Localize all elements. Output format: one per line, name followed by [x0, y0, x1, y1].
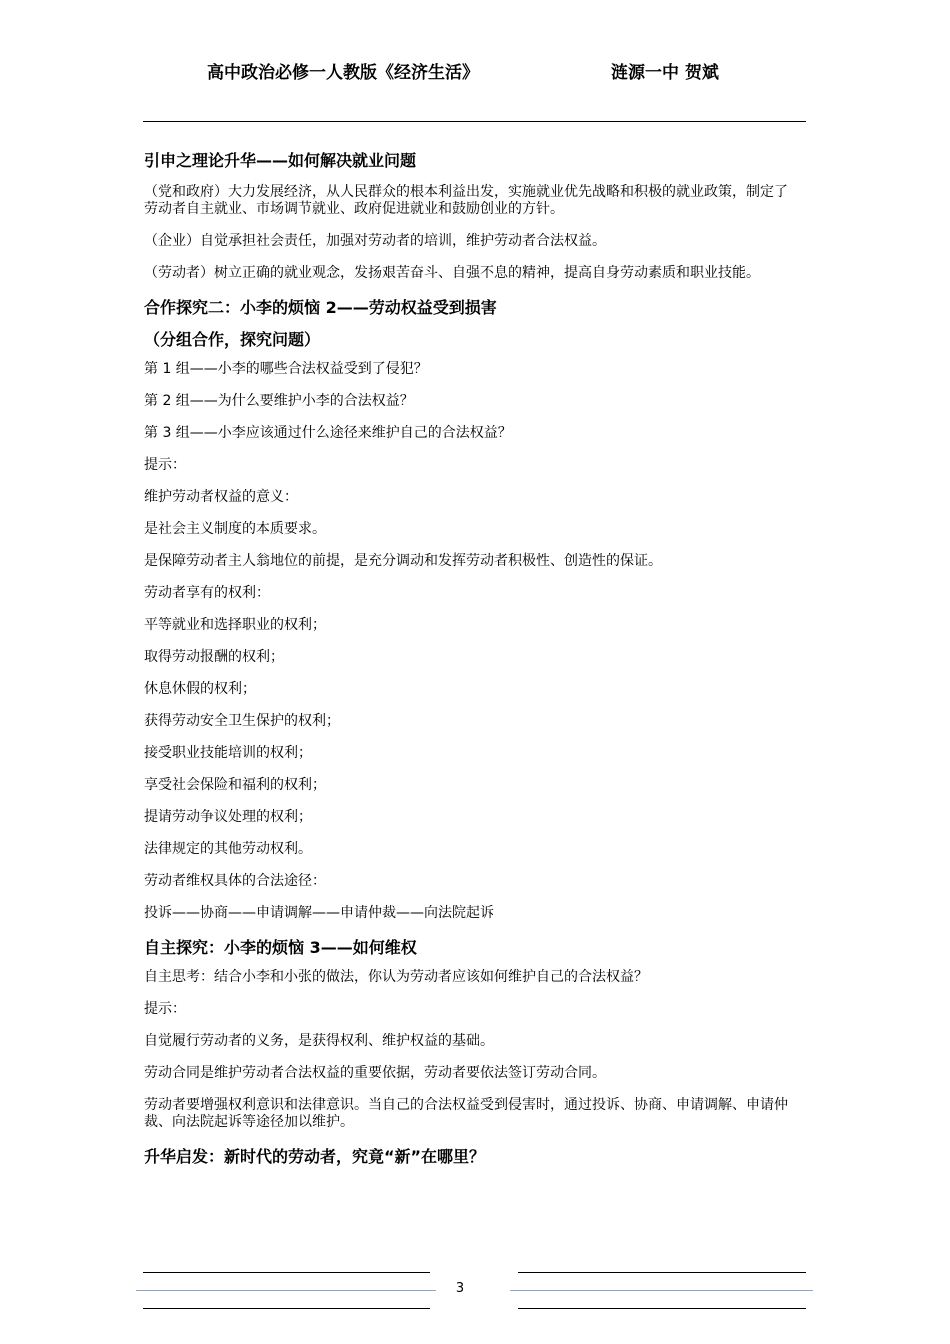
paragraph: 提示：: [144, 457, 186, 473]
document-title: 高中政治必修一人教版《经济生活》: [207, 63, 479, 83]
paragraph: 劳动合同是维护劳动者合法权益的重要依据，劳动者要依法签订劳动合同。: [144, 1065, 606, 1081]
paragraph: 劳动者维权具体的合法途径：: [144, 873, 326, 889]
paragraph: 劳动者享有的权利：: [144, 585, 270, 601]
paragraph: 劳动者要增强权利意识和法律意识。当自己的合法权益受到侵害时，通过投诉、协商、申请调解、申请仲裁、向法院起诉等途径加以维护。: [144, 1097, 788, 1130]
paragraph: 第 1 组——小李的哪些合法权益受到了侵犯？: [144, 361, 428, 377]
page-footer: [0, 1268, 950, 1318]
section-subheading: （分组合作，探究问题）: [144, 330, 321, 349]
section-heading: 引申之理论升华——如何解决就业问题: [144, 151, 417, 170]
footer-rule: [510, 1290, 813, 1291]
document-body: [144, 150, 800, 1178]
paragraph: 提请劳动争议处理的权利；: [144, 809, 312, 825]
paragraph: 是社会主义制度的本质要求。: [144, 521, 326, 537]
page-header: [0, 58, 950, 86]
paragraph: 是保障劳动者主人翁地位的前提，是充分调动和发挥劳动者积极性、创造性的保证。: [144, 553, 662, 569]
paragraph: （党和政府）大力发展经济，从人民群众的根本利益出发，实施就业优先战略和积极的就业政策，制定了劳动者自主就业、市场调节就业、政府促进就业和鼓励创业的方针。: [144, 184, 788, 217]
section-heading: 合作探究二：小李的烦恼 2——劳动权益受到损害: [144, 298, 497, 317]
paragraph: 提示：: [144, 1001, 186, 1017]
footer-rule: [518, 1272, 806, 1273]
paragraph: 第 2 组——为什么要维护小李的合法权益？: [144, 393, 414, 409]
paragraph: 自主思考：结合小李和小张的做法，你认为劳动者应该如何维护自己的合法权益？: [144, 969, 648, 985]
footer-rule: [143, 1308, 430, 1309]
paragraph: 第 3 组——小李应该通过什么途径来维护自己的合法权益？: [144, 425, 512, 441]
paragraph: 获得劳动安全卫生保护的权利；: [144, 713, 340, 729]
paragraph: 平等就业和选择职业的权利；: [144, 617, 326, 633]
paragraph: 维护劳动者权益的意义：: [144, 489, 298, 505]
section-heading: 自主探究：小李的烦恼 3——如何维权: [144, 938, 417, 957]
footer-rule: [518, 1308, 806, 1309]
paragraph: 法律规定的其他劳动权利。: [144, 841, 312, 857]
header-divider: [143, 121, 806, 122]
paragraph: （企业）自觉承担社会责任，加强对劳动者的培训，维护劳动者合法权益。: [144, 233, 606, 249]
page-number: 3: [455, 1281, 465, 1296]
section-heading: 升华启发：新时代的劳动者，究竟“新”在哪里？: [144, 1147, 486, 1166]
paragraph: 取得劳动报酬的权利；: [144, 649, 284, 665]
document-author: 涟源一中 贺斌: [611, 63, 719, 83]
paragraph: （劳动者）树立正确的就业观念，发扬艰苦奋斗、自强不息的精神，提高自身劳动素质和职业技能。: [144, 265, 760, 281]
paragraph: 享受社会保险和福利的权利；: [144, 777, 326, 793]
paragraph: 自觉履行劳动者的义务，是获得权利、维护权益的基础。: [144, 1033, 494, 1049]
footer-rule: [143, 1272, 430, 1273]
paragraph: 投诉——协商——申请调解——申请仲裁——向法院起诉: [144, 905, 494, 921]
paragraph: 休息休假的权利；: [144, 681, 256, 697]
paragraph: 接受职业技能培训的权利；: [144, 745, 312, 761]
footer-rule: [136, 1290, 436, 1291]
